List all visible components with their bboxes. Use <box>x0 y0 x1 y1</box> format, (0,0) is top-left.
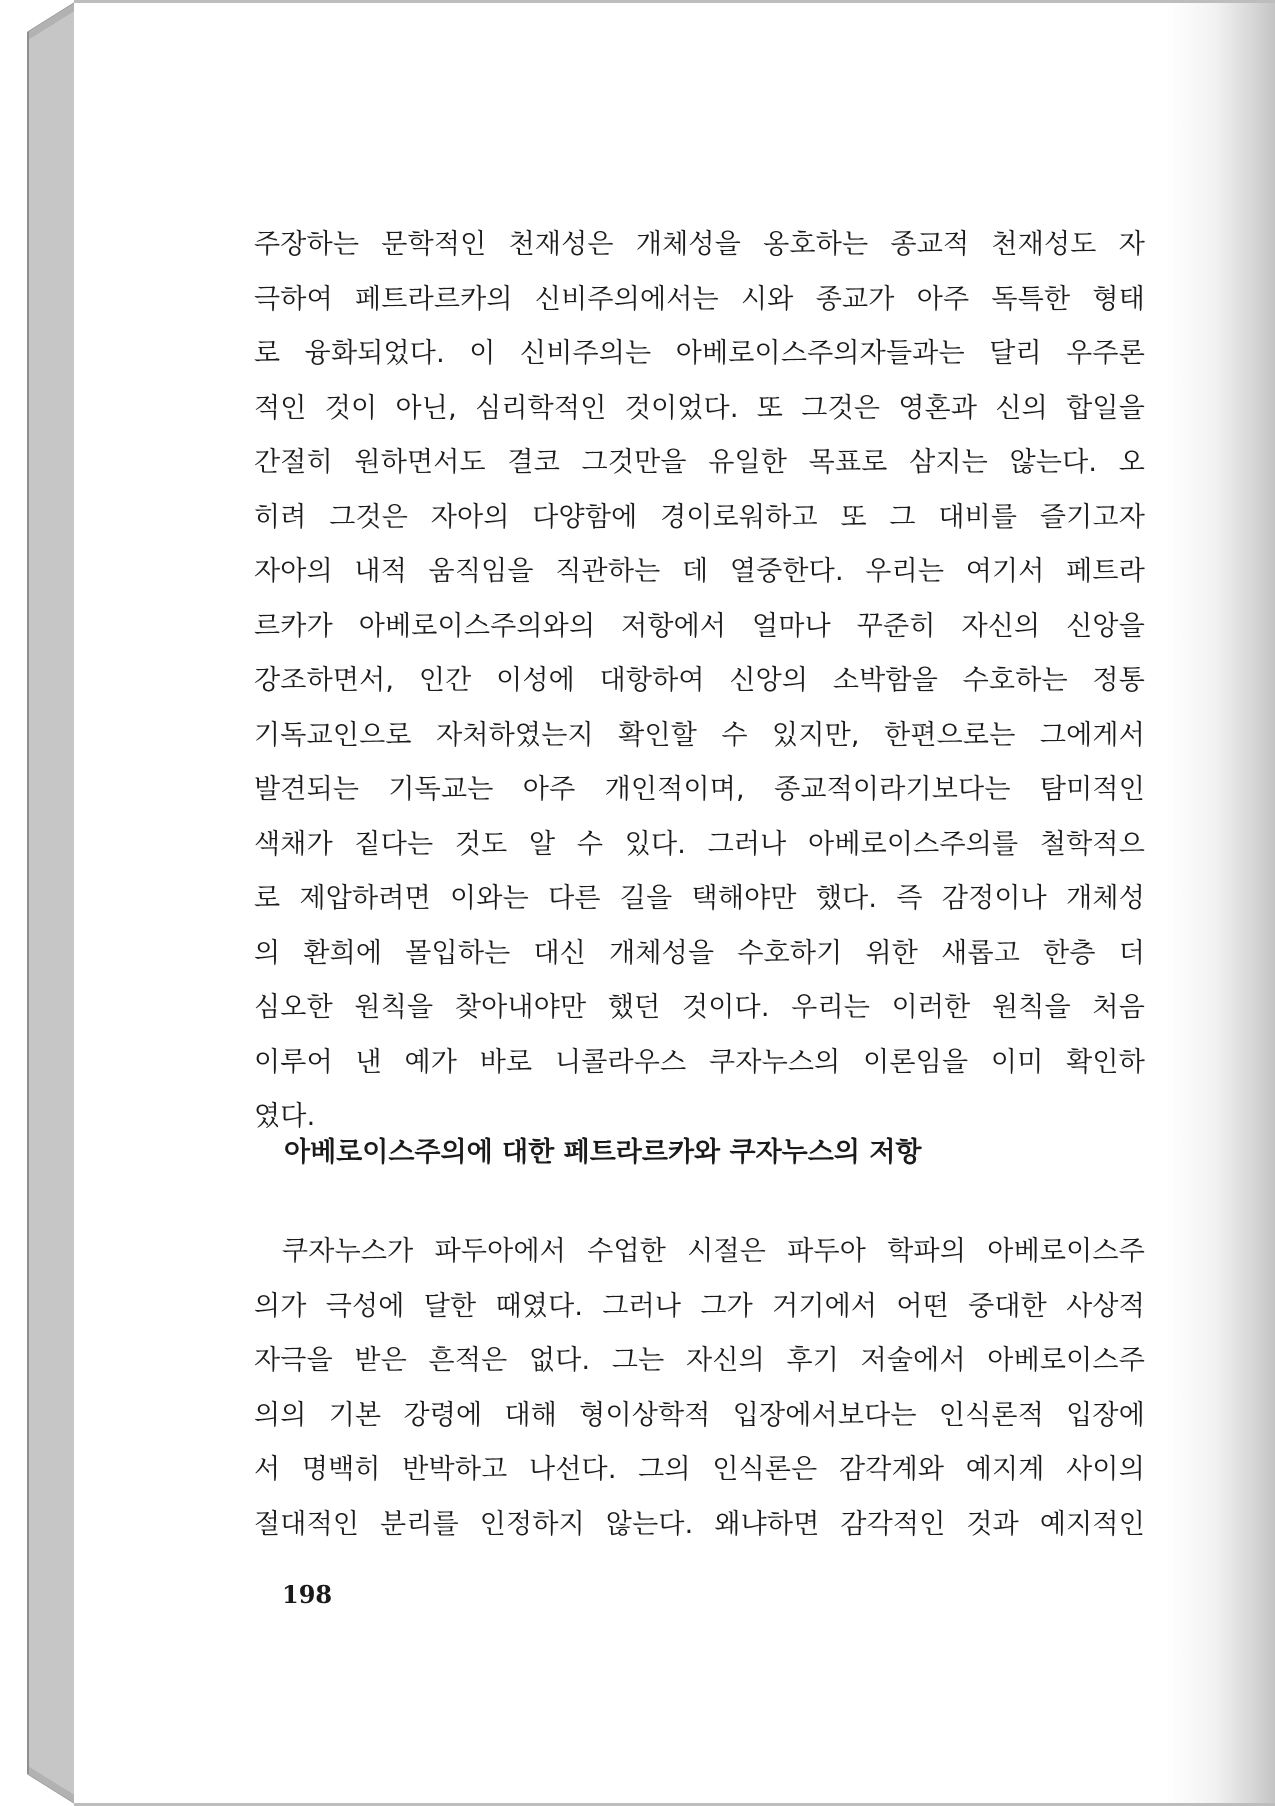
section-heading: 아베로이스주의에 대한 페트라르카와 쿠자누스의 저항 <box>284 1137 922 1168</box>
paragraph-1-line: 극하여 페트라르카의 신비주의에서는 시와 종교가 아주 독특한 형태 <box>254 283 1145 315</box>
paragraph-1-line: 주장하는 문학적인 천재성은 개체성을 옹호하는 종교적 천재성도 자 <box>254 229 1145 260</box>
paragraph-1-line: 자아의 내적 움직임을 직관하는 데 열중한다. 우리는 여기서 페트라 <box>254 556 1145 587</box>
paragraph-1-line: 였다. <box>254 1101 316 1132</box>
paragraph-1-line: 기독교인으로 자처하였는지 확인할 수 있지만, 한편으로는 그에게서 <box>254 719 1145 751</box>
paragraph-2 <box>254 1225 1145 1552</box>
paragraph-1 <box>254 218 1145 1145</box>
paragraph-1-line: 로 제압하려면 이와는 다른 길을 택해야만 했다. 즉 감정이나 개체성 <box>254 883 1145 914</box>
paragraph-1-line: 발견되는 기독교는 아주 개인적이며, 종교적이라기보다는 탐미적인 <box>254 774 1145 805</box>
paragraph-2-line: 자극을 받은 흔적은 없다. 그는 자신의 후기 저술에서 아베로이스주 <box>254 1345 1145 1376</box>
paragraph-1-line: 강조하면서, 인간 이성에 대항하여 신앙의 소박함을 수호하는 정통 <box>254 665 1145 696</box>
page-top-edge <box>74 0 1275 3</box>
paragraph-2-line: 절대적인 분리를 인정하지 않는다. 왜냐하면 감각적인 것과 예지적인 <box>254 1508 1145 1540</box>
paragraph-1-line: 심오한 원칙을 찾아내야만 했던 것이다. 우리는 이러한 원칙을 처음 <box>254 992 1145 1023</box>
paragraph-1-line: 르카가 아베로이스주의와의 저항에서 얼마나 꾸준히 자신의 신앙을 <box>254 610 1145 642</box>
paragraph-2-line: 서 명백히 반박하고 나선다. 그의 인식론은 감각계와 예지계 사이의 <box>254 1454 1145 1485</box>
paragraph-1-line: 이루어 낸 예가 바로 니콜라우스 쿠자누스의 이론임을 이미 확인하 <box>254 1046 1145 1078</box>
paragraph-1-line: 색채가 짙다는 것도 알 수 있다. 그러나 아베로이스주의를 철학적으 <box>254 828 1145 860</box>
paragraph-1-line: 간절히 원하면서도 결코 그것만을 유일한 목표로 삼지는 않는다. 오 <box>254 447 1145 478</box>
page-number: 198 <box>282 1580 333 1609</box>
paragraph-1-line: 적인 것이 아닌, 심리학적인 것이었다. 또 그것은 영혼과 신의 합일을 <box>254 392 1145 424</box>
paragraph-1-line: 로 융화되었다. 이 신비주의는 아베로이스주의자들과는 달리 우주론 <box>254 338 1145 369</box>
book-spine-edge <box>0 0 78 1806</box>
paragraph-2-line: 의의 기본 강령에 대해 형이상학적 입장에서보다는 인식론적 입장에 <box>254 1399 1145 1431</box>
paragraph-2-line: 쿠자누스가 파두아에서 수업한 시절은 파두아 학파의 아베로이스주 <box>282 1236 1145 1267</box>
paragraph-1-line: 히려 그것은 자아의 다양함에 경이로워하고 또 그 대비를 즐기고자 <box>254 501 1145 533</box>
paragraph-1-line: 의 환희에 몰입하는 대신 개체성을 수호하기 위한 새롭고 한층 더 <box>254 937 1145 969</box>
paragraph-2-line: 의가 극성에 달한 때였다. 그러나 그가 거기에서 어떤 중대한 사상적 <box>254 1290 1145 1322</box>
